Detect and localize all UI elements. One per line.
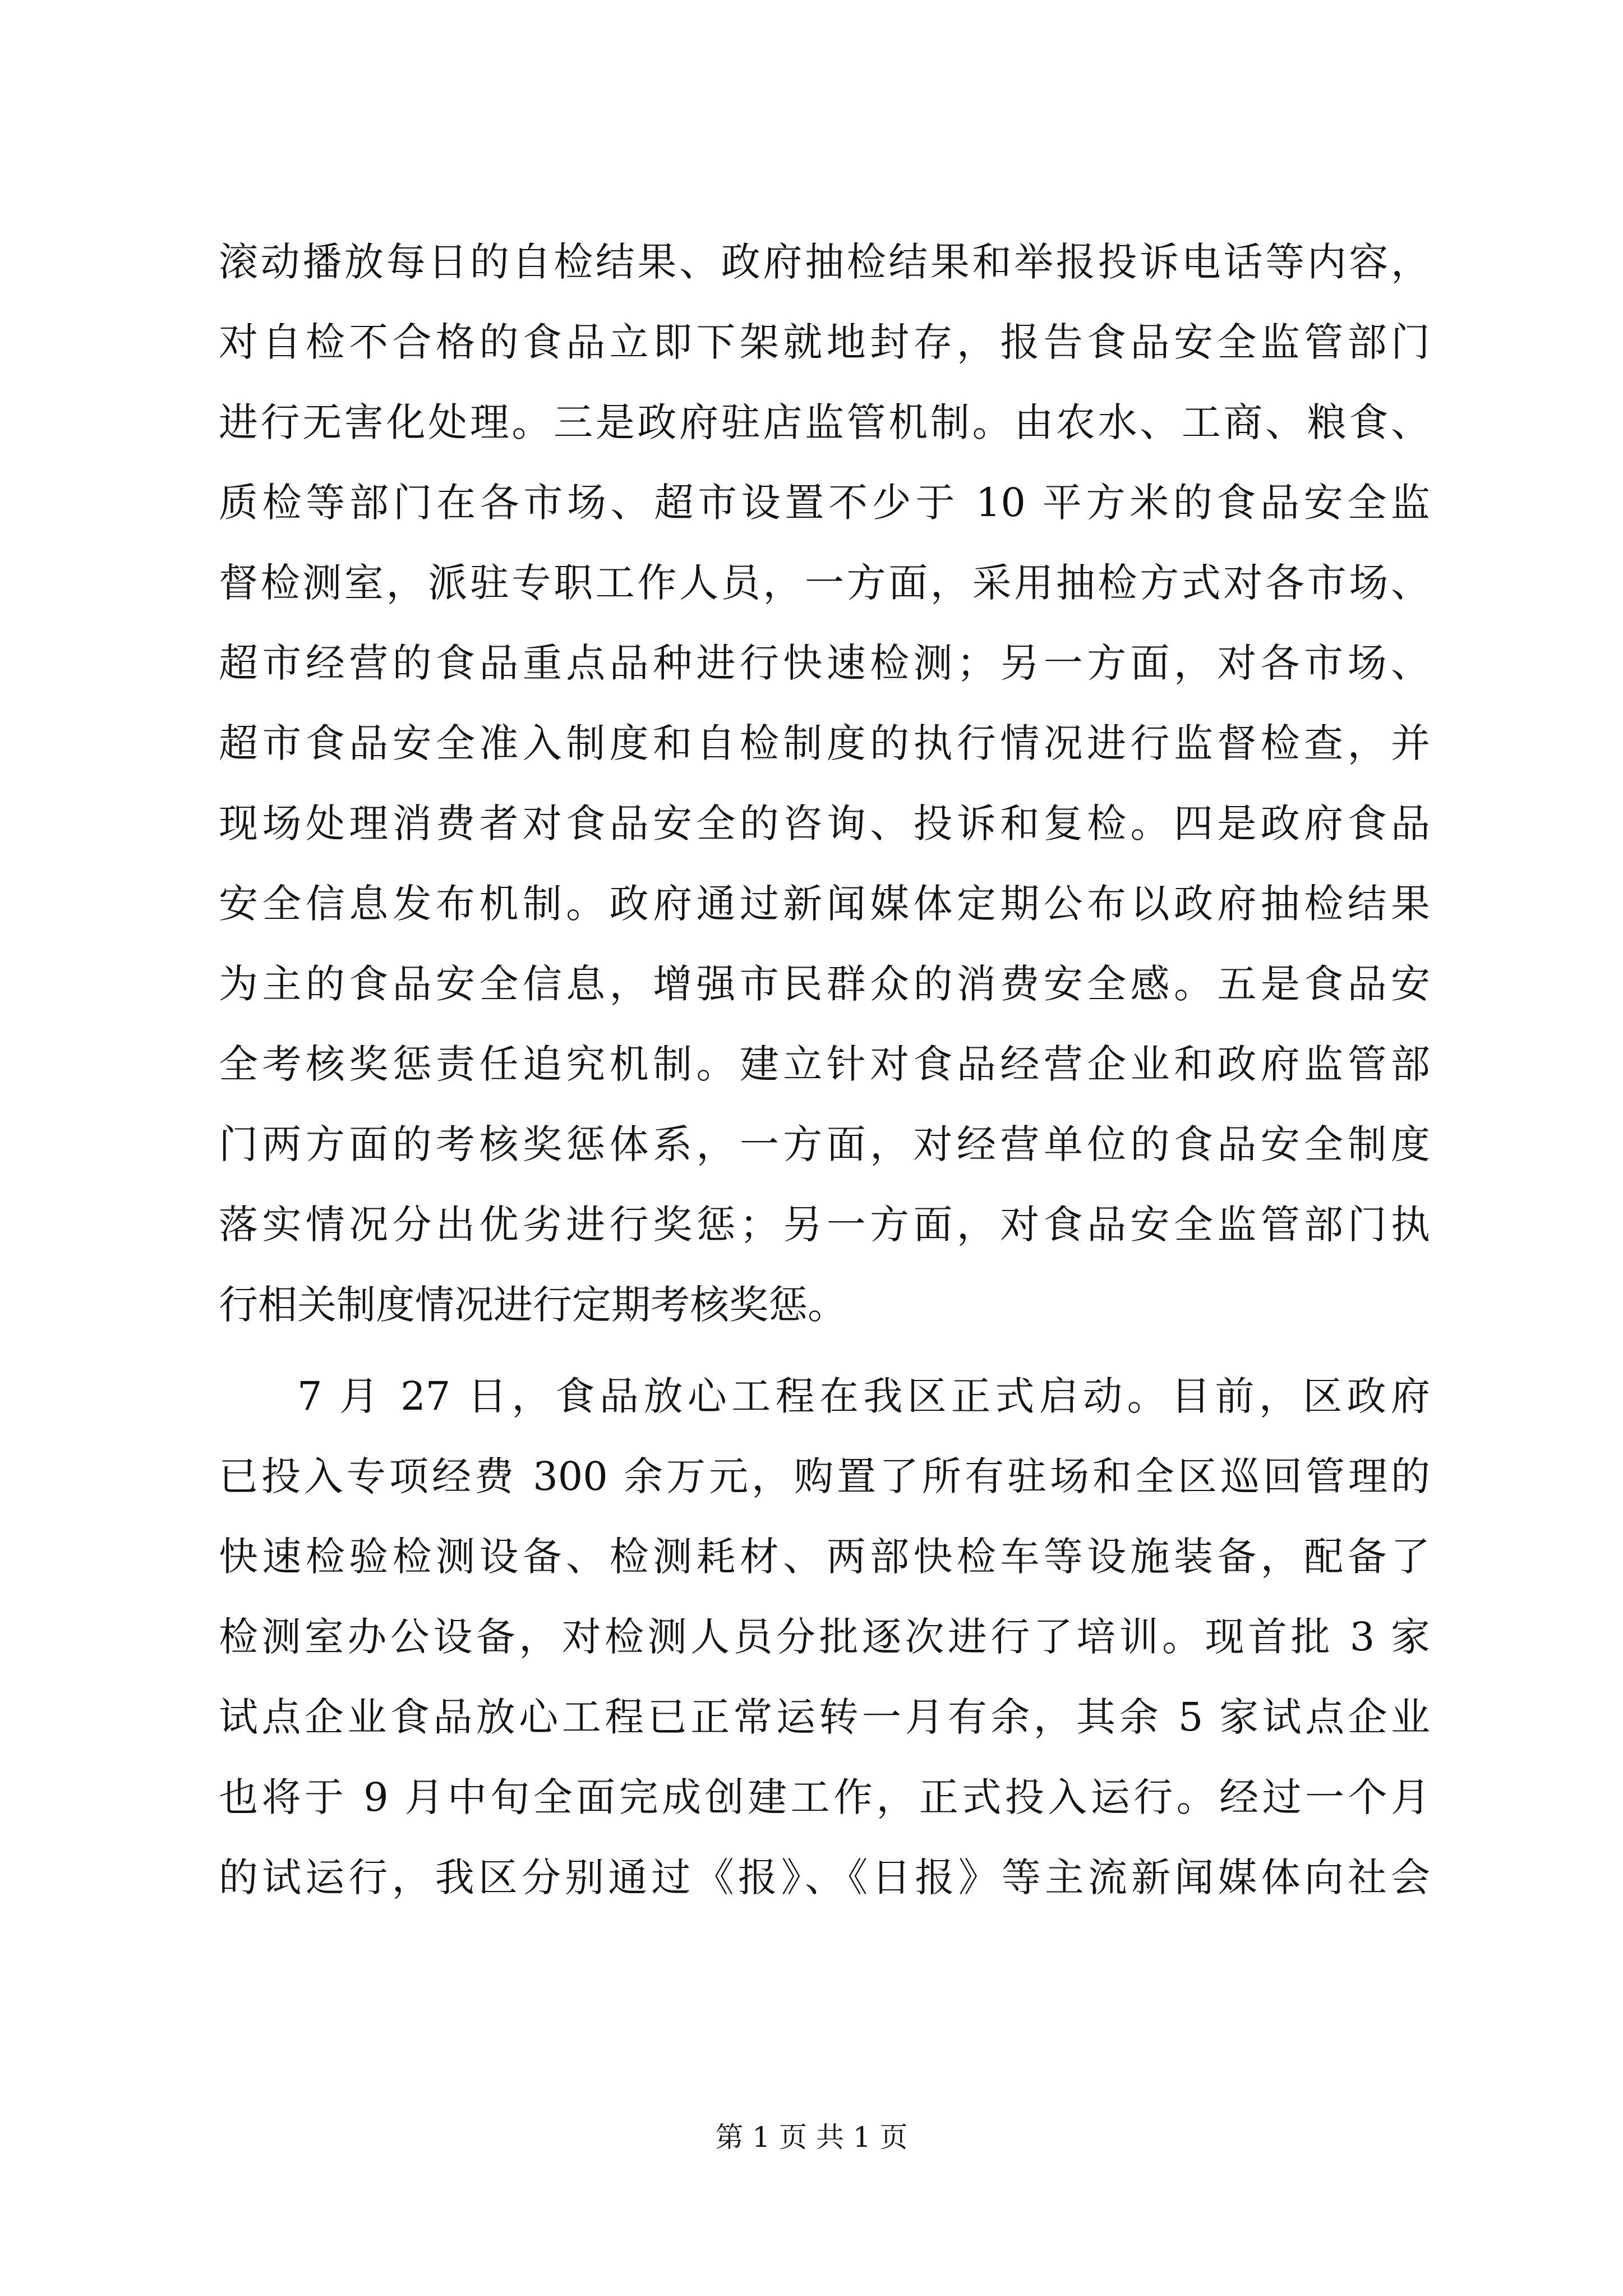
text-line: 的试运行，我区分别通过《报》、《日报》等主流新闻媒体向社会	[219, 1855, 1430, 1901]
text-line: 也将于 9 月中旬全面完成创建工作，正式投入运行。经过一个月	[219, 1774, 1430, 1820]
text-line: 现场处理消费者对食品安全的咨询、投诉和复检。四是政府食品	[219, 800, 1430, 846]
paragraph-spacer	[219, 1345, 1430, 1356]
text-line: 7 月 27 日，食品放心工程在我区正式启动。目前，区政府	[297, 1373, 1430, 1419]
text-line: 行相关制度情况进行定期考核奖惩。	[219, 1282, 847, 1328]
paragraph-1	[219, 222, 1430, 1345]
text-line: 快速检验检测设备、检测耗材、两部快检车等设施装备，配备了	[219, 1534, 1430, 1580]
text-line: 检测室办公设备，对检测人员分批逐次进行了培训。现首批 3 家	[219, 1614, 1430, 1660]
page-number-label: 第 1 页 共 1 页	[715, 2121, 908, 2154]
text-line: 落实情况分出优劣进行奖惩；另一方面，对食品安全监管部门执	[219, 1202, 1430, 1248]
paragraph-2	[219, 1356, 1430, 1918]
text-line: 试点企业食品放心工程已正常运转一月有余，其余 5 家试点企业	[219, 1694, 1430, 1740]
text-line: 滚动播放每日的自检结果、政府抽检结果和举报投诉电话等内容，	[219, 239, 1430, 285]
text-line: 门两方面的考核奖惩体系，一方面，对经营单位的食品安全制度	[219, 1121, 1430, 1167]
text-line: 对自检不合格的食品立即下架就地封存，报告食品安全监管部门	[219, 319, 1430, 365]
text-line: 安全信息发布机制。政府通过新闻媒体定期公布以政府抽检结果	[219, 881, 1430, 927]
text-line: 已投入专项经费 300 余万元，购置了所有驻场和全区巡回管理的	[219, 1453, 1430, 1499]
text-line: 督检测室，派驻专职工作人员，一方面，采用抽检方式对各市场、	[219, 560, 1430, 606]
page-footer	[0, 2115, 1623, 2160]
text-line: 进行无害化处理。三是政府驻店监管机制。由农水、工商、粮食、	[219, 399, 1430, 445]
text-line: 超市经营的食品重点品种进行快速检测；另一方面，对各市场、	[219, 640, 1430, 686]
document-body	[219, 222, 1430, 1918]
text-line: 超市食品安全准入制度和自检制度的执行情况进行监督检查，并	[219, 720, 1430, 766]
text-line: 全考核奖惩责任追究机制。建立针对食品经营企业和政府监管部	[219, 1041, 1430, 1087]
text-line: 为主的食品安全信息，增强市民群众的消费安全感。五是食品安	[219, 961, 1430, 1007]
text-line: 质检等部门在各市场、超市设置不少于 10 平方米的食品安全监	[219, 480, 1430, 526]
